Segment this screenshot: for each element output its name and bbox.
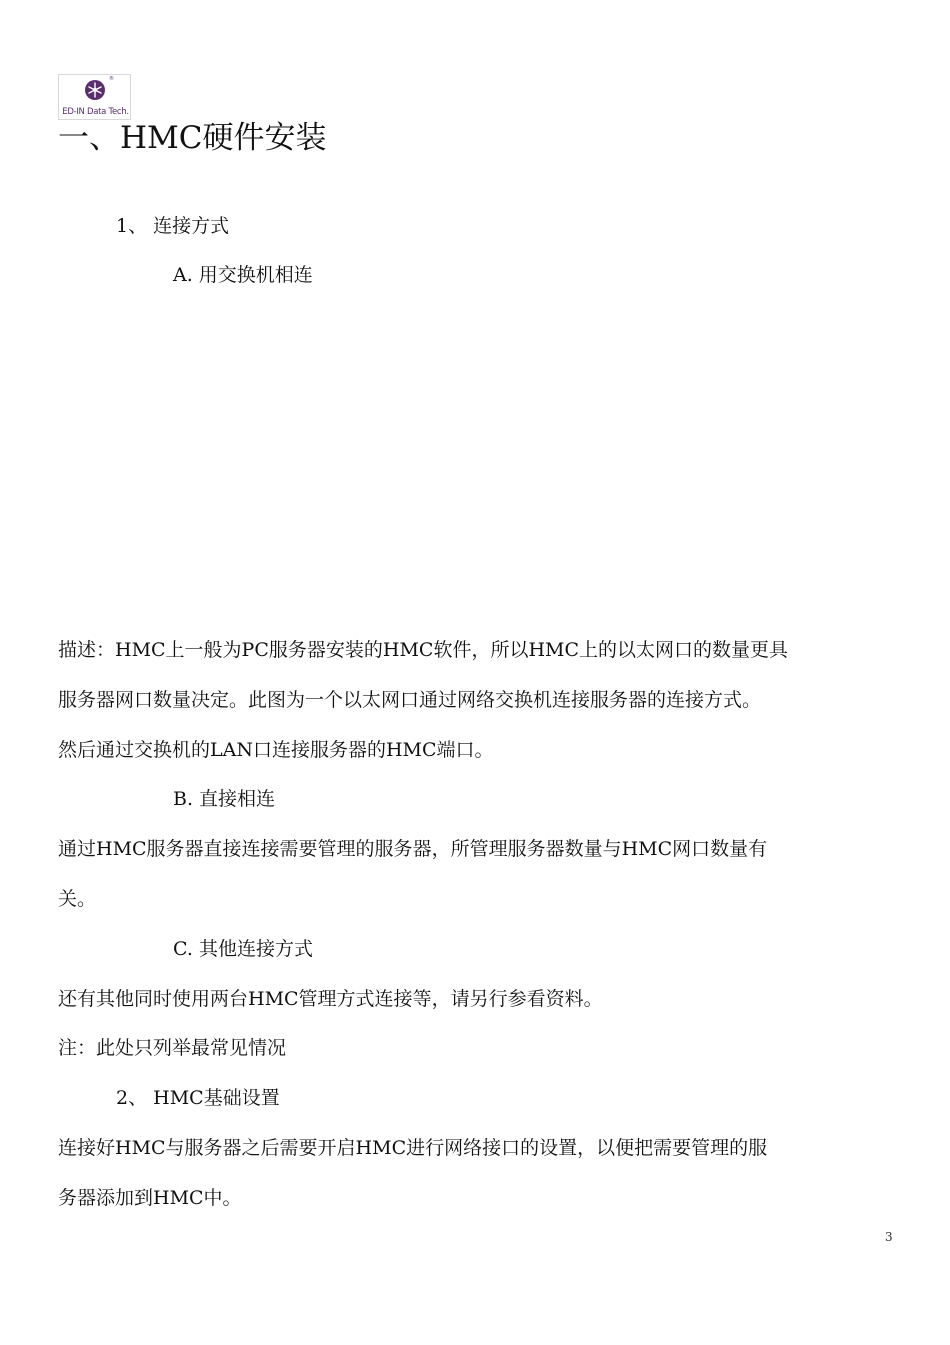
logo-text: ED-IN Data Tech. <box>62 107 129 117</box>
section-a-desc-line-1: 描述：HMC上一般为PC服务器安装的HMC软件，所以HMC上的以太网口的数量更具 <box>58 639 789 661</box>
section-2-heading: 2、 HMC基础设置 <box>116 1087 280 1109</box>
page-number: 3 <box>885 1230 893 1244</box>
section-c-heading: C. 其他连接方式 <box>173 938 313 960</box>
section-1-heading: 1、 连接方式 <box>116 215 230 237</box>
section-a-desc-line-3: 然后通过交换机的LAN口连接服务器的HMC端口。 <box>58 739 494 761</box>
section-a-desc-line-2: 服务器网口数量决定。此图为一个以太网口通过网络交换机连接服务器的连接方式。 <box>58 689 762 711</box>
section-2-desc-line-1: 连接好HMC与服务器之后需要开启HMC进行网络接口的设置，以便把需要管理的服 <box>58 1137 768 1159</box>
section-2-desc-line-2: 务器添加到HMC中。 <box>58 1187 242 1209</box>
registered-mark: ® <box>109 76 114 82</box>
page-title: 一、HMC硬件安装 <box>58 120 327 156</box>
section-b-desc-line-1: 通过HMC服务器直接连接需要管理的服务器，所管理服务器数量与HMC网口数量有 <box>58 838 768 860</box>
section-b-heading: B. 直接相连 <box>173 788 276 810</box>
section-c-desc-line-1: 还有其他同时使用两台HMC管理方式连接等，请另行参看资料。 <box>58 988 603 1010</box>
section-b-desc-line-2: 关。 <box>58 888 97 910</box>
logo-emblem-icon <box>84 78 106 102</box>
note-line: 注：此处只列举最常见情况 <box>58 1037 287 1059</box>
section-a-heading: A. 用交换机相连 <box>173 264 313 286</box>
